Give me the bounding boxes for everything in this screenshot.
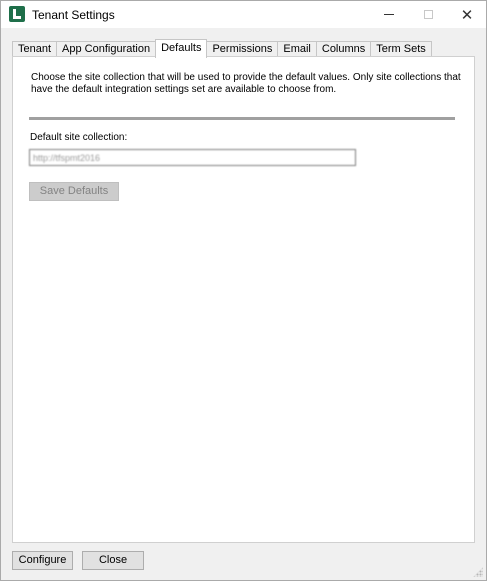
save-defaults-button[interactable]: Save Defaults xyxy=(29,182,119,201)
tab-defaults[interactable]: Defaults xyxy=(155,39,207,58)
tab-email[interactable]: Email xyxy=(277,41,317,58)
minimize-button[interactable] xyxy=(370,1,408,28)
minimize-icon xyxy=(384,14,394,15)
close-button[interactable]: Close xyxy=(82,551,144,570)
app-icon xyxy=(9,6,25,22)
defaults-description: Choose the site collection that will be used to provide the default values. Only site collections that have the default integration settings set are available to choose from. xyxy=(31,72,461,95)
maximize-icon xyxy=(424,10,433,19)
close-icon: ✕ xyxy=(460,5,474,24)
default-site-collection-label: Default site collection: xyxy=(30,132,128,143)
close-window-button[interactable] xyxy=(448,1,486,28)
tab-strip xyxy=(12,39,431,57)
tab-term-sets[interactable]: Term Sets xyxy=(370,41,432,58)
title-bar xyxy=(1,1,486,28)
tab-tenant[interactable]: Tenant xyxy=(12,41,57,58)
maximize-button[interactable] xyxy=(409,1,447,28)
tab-app-configuration[interactable]: App Configuration xyxy=(56,41,156,58)
defaults-tab-panel xyxy=(12,56,475,543)
separator xyxy=(29,117,455,120)
resize-grip-icon[interactable] xyxy=(473,567,483,577)
tab-columns[interactable]: Columns xyxy=(316,41,371,58)
default-site-collection-input[interactable] xyxy=(29,149,356,166)
configure-button[interactable]: Configure xyxy=(12,551,73,570)
tab-permissions[interactable]: Permissions xyxy=(206,41,278,58)
window-title: Tenant Settings xyxy=(32,8,115,22)
